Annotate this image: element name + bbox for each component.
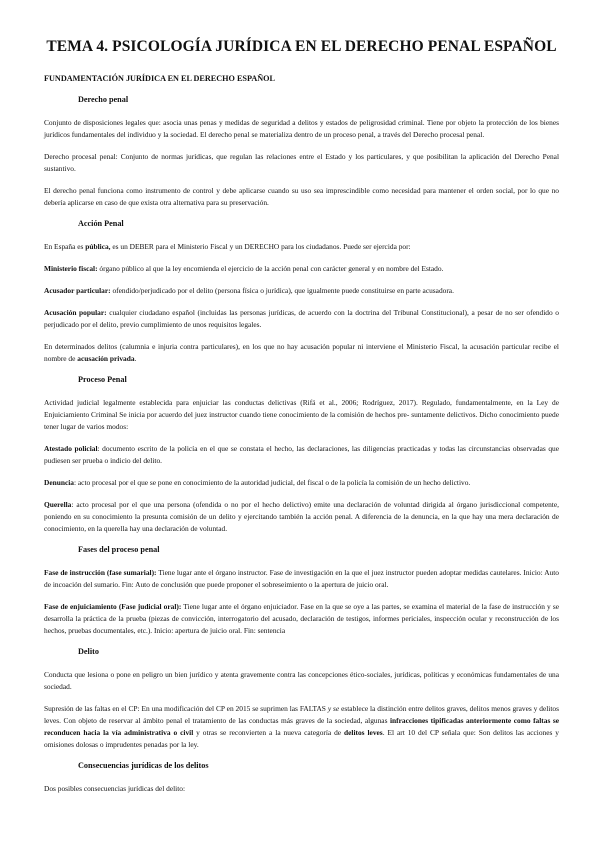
- paragraph: Conjunto de disposiciones legales que: asocia unas penas y medidas de seguridad a delitos y estados de peligrosidad criminal. Tiene por objeto la protección de los bienes jurídicos fundamentales del individuo y la sociedad. El derecho penal se materializa dentro de un proceso penal, a través del Derecho procesal penal.: [44, 118, 559, 139]
- bold-term: Querella: [44, 500, 72, 509]
- bold-term: Acusación popular:: [44, 308, 107, 317]
- paragraph: [44, 241, 559, 253]
- text: ofendido/perjudicado por el delito (persona física o jurídica), que igualmente puede constituirse en parte acusadora.: [110, 286, 454, 295]
- bold-text: pública,: [85, 242, 111, 251]
- text: En España es: [44, 242, 86, 251]
- paragraph: [44, 601, 559, 637]
- paragraph: [44, 341, 559, 365]
- subheading-derecho-penal: Derecho penal: [78, 95, 129, 104]
- subheading-delito: Delito: [78, 647, 99, 656]
- text: Supresión de las faltas en el CP: En una modificación del CP en 2015 se suprimen las FALTAS: [44, 704, 328, 713]
- paragraph: [44, 285, 559, 297]
- paragraph: [44, 703, 559, 751]
- bold-term: Fase de instrucción (fase sumarial):: [44, 568, 157, 577]
- paragraph: Dos posibles consecuencias jurídicas del delito:: [44, 784, 186, 793]
- subheading-consecuencias: Consecuencias jurídicas de los delitos: [78, 761, 209, 770]
- paragraph: [44, 443, 559, 467]
- paragraph: Conducta que lesiona o pone en peligro un bien jurídico y atenta gravemente contra las concepciones ético-sociales, jurídicas, políticas y económicas fundamentales de una sociedad.: [44, 670, 559, 691]
- paragraph: [44, 307, 559, 331]
- subheading-proceso-penal: Proceso Penal: [78, 375, 127, 384]
- paragraph: Actividad judicial legalmente establecida para enjuiciar las conductas delictivas (Rifá et al., 2006; Rodríguez, 2017). Regulado, fundamentalmente, en la Ley de Enjuiciamiento Criminal Se inicia por acuerdo del juez instructor cuando tiene conocimiento de la comisión de hechos pre- suntamente delictivos. Dicho conocimiento puede tener lugar de varios modos:: [44, 398, 559, 431]
- subheading-fases: Fases del proceso penal: [78, 545, 160, 554]
- text: . El art 10 del CP señala que: Son delitos las acciones y omisiones dolosas o imprudentes penadas por la ley.: [44, 728, 559, 749]
- bold-term: Atestado policial: [44, 444, 98, 453]
- bold-text: acusación privada: [77, 354, 135, 363]
- text: Tiene lugar ante el órgano instructor. Fase de investigación en la que el juez instructor pueden adoptar medidas cautelares. Inicio: Auto de incoación del sumario. Fin: Auto de conclusión que puede proponer el sobreseimiento o la apertura de juicio oral.: [44, 568, 559, 589]
- bold-term: Fase de enjuiciamiento (Fase judicial oral):: [44, 602, 182, 611]
- text: .: [134, 354, 137, 363]
- bold-text: delitos leves: [344, 728, 383, 737]
- section-heading: FUNDAMENTACIÓN JURÍDICA EN EL DERECHO ESPAÑOL: [44, 74, 276, 83]
- paragraph: [44, 567, 559, 591]
- paragraph: El derecho penal funciona como instrumento de control y debe aplicarse cuando su uso sea imprescindible como necesidad para mantener el orden social, por lo que no debería aplicarse en caso de que exista otra alternativa para su preservación.: [44, 186, 559, 207]
- document-title: TEMA 4. PSICOLOGÍA JURÍDICA EN EL DERECHO PENAL ESPAÑOL: [46, 38, 557, 55]
- text: : documento escrito de la policía en el que se constata el hecho, las declaraciones, las diligencias practicadas y todas las circunstancias observadas que pudiesen ser prueba o indicio del delito.: [44, 444, 559, 465]
- bold-term: Denuncia: [44, 478, 74, 487]
- bold-term: Acusador particular:: [44, 286, 111, 295]
- text: establece la distinción entre delitos graves, delitos menos graves y delitos leves. Con objeto de reservar al ámbito penal el tratamiento de las conductas más graves de la sociedad, algunas: [44, 704, 559, 725]
- paragraph: [44, 263, 559, 275]
- text: : acto procesal por el que una persona (ofendida o no por el hecho delictivo) emite una declaración de voluntad dirigida al órgano jurisdiccional competente, poniendo en su conocimiento la presunta comisión de un delito y ejercitando también la acción penal. A diferencia de la denuncia, en la que hay una mera declaración de conocimiento, en la querella hay una declaración de voluntad.: [44, 500, 559, 533]
- text: y otras se reconvierten a la nueva categoría de: [193, 728, 345, 737]
- text: En determinados delitos (calumnia e injuria contra particulares), en los que no hay acusación popular ni interviene el Ministerio Fiscal, la acusación particular recibe el nombre de: [44, 342, 559, 363]
- text: órgano público al que la ley encomienda el ejercicio de la acción penal con carácter general y en nombre del Estado.: [97, 264, 444, 273]
- paragraph: [44, 477, 559, 489]
- bold-term: Ministerio fiscal:: [44, 264, 98, 273]
- italic-text: y se: [327, 704, 340, 713]
- paragraph: Derecho procesal penal: Conjunto de normas jurídicas, que regulan las relaciones entre el Estado y los particulares, y que posibilitan la aplicación del Derecho Penal sustantivo.: [44, 152, 559, 173]
- text: cualquier ciudadano español (incluidas las personas jurídicas, de acuerdo con la doctrina del Tribunal Constitucional), a pesar de no ser ofendido o perjudicado por el delito, previo cumplimiento de unos requisitos legales.: [44, 308, 559, 329]
- text: es un DEBER para el Ministerio Fiscal y un DERECHO para los ciudadanos. Puede ser ejercida por:: [110, 242, 411, 251]
- bold-text: infracciones tipificadas anteriormente como faltas se reconducen hacia la vía administrativa o civil: [44, 716, 559, 737]
- subheading-accion-penal: Acción Penal: [78, 219, 124, 228]
- text: : acto procesal por el que se pone en conocimiento de la autoridad judicial, del fiscal o de la policía la comisión de un hecho delictivo.: [73, 478, 471, 487]
- paragraph: [44, 499, 559, 535]
- text: Tiene lugar ante el órgano enjuiciador. Fase en la que se oye a las partes, se examina el material de la fase de instrucción y se desarrolla la práctica de la prueba (piezas de convicción, interrogatorio del acusado, declaración de testigos, informes periciales, inspección ocular y reconstrucción de los hechos, pruebas documentales, etc.). Inicio: apertura de juicio oral. Fin: sentencia: [44, 602, 559, 635]
